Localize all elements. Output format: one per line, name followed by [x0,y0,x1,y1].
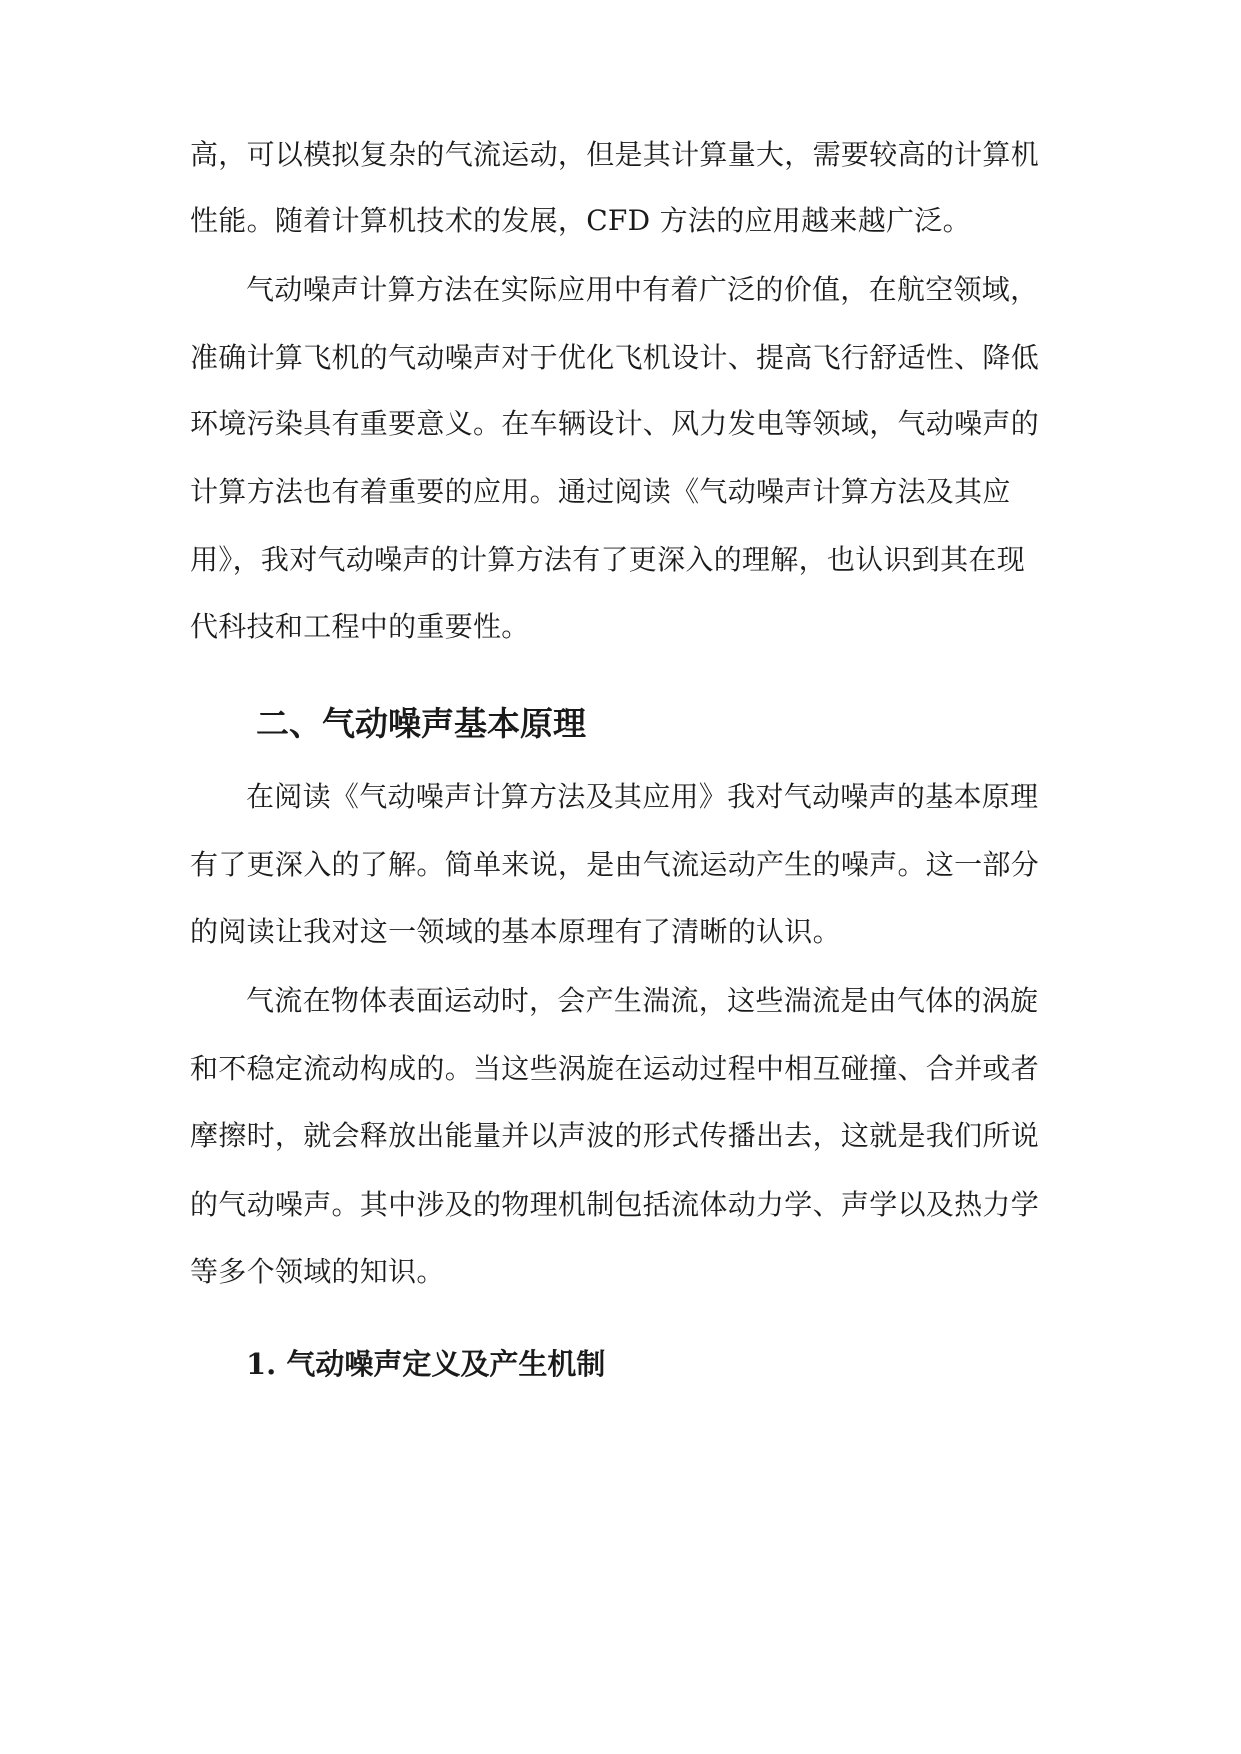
paragraph-line: 摩擦时，就会释放出能量并以声波的形式传播出去，这就是我们所说 [190,1119,1040,1152]
paragraph-line: 等多个领域的知识。 [190,1255,445,1288]
paragraph-line: 的阅读让我对这一领域的基本原理有了清晰的认识。 [190,915,841,948]
paragraph-line: 高，可以模拟复杂的气流运动，但是其计算量大，需要较高的计算机 [190,138,1040,171]
paragraph-line: 代科技和工程中的重要性。 [190,610,530,643]
paragraph-line: 性能。随着计算机技术的发展，CFD 方法的应用越来越广泛。 [190,204,971,237]
paragraph-line: 气动噪声计算方法在实际应用中有着广泛的价值，在航空领域， [246,273,1039,306]
paragraph-line: 环境污染具有重要意义。在车辆设计、风力发电等领域，气动噪声的 [190,407,1040,440]
paragraph-line: 气流在物体表面运动时，会产生湍流，这些湍流是由气体的涡旋 [246,984,1039,1017]
paragraph-line: 用》，我对气动噪声的计算方法有了更深入的理解，也认识到其在现 [190,543,1026,576]
section-heading: 二、气动噪声基本原理 [256,704,586,743]
paragraph-line: 准确计算飞机的气动噪声对于优化飞机设计、提高飞行舒适性、降低 [190,341,1040,374]
paragraph-line: 计算方法也有着重要的应用。通过阅读《气动噪声计算方法及其应 [190,475,1011,508]
paragraph-line: 和不稳定流动构成的。当这些涡旋在运动过程中相互碰撞、合并或者 [190,1052,1040,1085]
paragraph-line: 有了更深入的了解。简单来说，是由气流运动产生的噪声。这一部分 [190,848,1040,881]
paragraph-line: 的气动噪声。其中涉及的物理机制包括流体动力学、声学以及热力学 [190,1188,1040,1221]
subsection-heading: 1. 气动噪声定义及产生机制 [246,1347,606,1381]
paragraph-line: 在阅读《气动噪声计算方法及其应用》我对气动噪声的基本原理 [246,780,1039,813]
